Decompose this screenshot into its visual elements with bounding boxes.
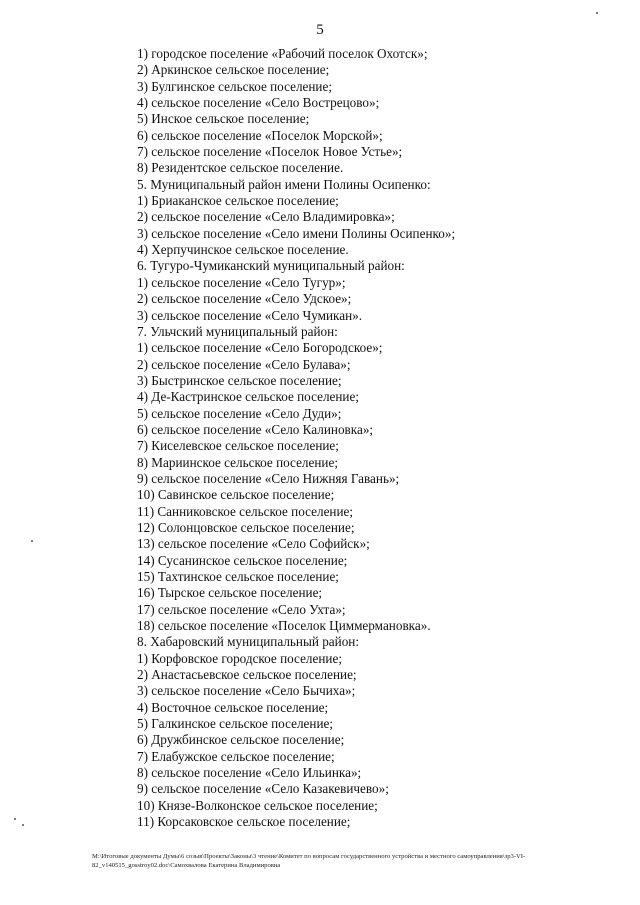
list-line: 6) Дружбинское сельское поселение; xyxy=(137,732,345,748)
list-line: 10) Савинское сельское поселение; xyxy=(137,487,335,503)
scan-speck xyxy=(14,818,16,820)
list-line: 2) Аркинское сельское поселение; xyxy=(137,62,330,78)
list-line: 4) Херпучинское сельское поселение. xyxy=(137,242,349,258)
list-line: 2) Анастасьевское сельское поселение; xyxy=(137,667,357,683)
list-line: 8) Резидентское сельское поселение. xyxy=(137,160,344,176)
list-line: 6) сельское поселение «Село Калиновка»; xyxy=(137,421,374,437)
list-line: 2) сельское поселение «Село Булава»; xyxy=(137,356,351,372)
list-line: 4) сельское поселение «Село Вострецово»; xyxy=(137,95,380,111)
page-number: 5 xyxy=(316,22,324,38)
list-line: 3) Быстринское сельское поселение; xyxy=(137,372,342,388)
list-line: 14) Сусанинское сельское поселение; xyxy=(137,552,348,568)
list-line: 13) сельское поселение «Село Софийск»; xyxy=(137,536,370,552)
list-line: 9) сельское поселение «Село Нижняя Гавань»; xyxy=(137,470,400,486)
list-line: 7) Елабужское сельское поселение; xyxy=(137,748,335,764)
list-line: 11) Санниковское сельское поселение; xyxy=(137,503,354,519)
list-line: 9) сельское поселение «Село Казакевичево»; xyxy=(137,781,389,797)
list-line: 3) сельское поселение «Село Бычиха»; xyxy=(137,683,356,699)
list-line: 18) сельское поселение «Поселок Циммермановка». xyxy=(137,618,431,634)
footer-file-path xyxy=(92,852,622,870)
footer-line-1: M:\Итоговые документы Думы\6 созыв\Проекты\Законы\3 чтение\Комитет по вопросам государственного устройства и местного самоуправления\зр3-VI- xyxy=(92,853,526,860)
list-line: 1) Корфовское городское поселение; xyxy=(137,650,342,666)
list-line: 5. Муниципальный район имени Полины Осипенко: xyxy=(137,176,431,192)
list-line: 5) Инское сельское поселение; xyxy=(137,111,310,127)
list-line: 5) Галкинское сельское поселение; xyxy=(137,716,334,732)
list-line: 4) Де-Кастринское сельское поселение; xyxy=(137,389,360,405)
list-line: 7) сельское поселение «Поселок Новое Устье»; xyxy=(137,144,403,160)
list-line: 8. Хабаровский муниципальный район: xyxy=(137,634,360,650)
list-line: 2) сельское поселение «Село Удское»; xyxy=(137,291,352,307)
list-line: 10) Князе-Волконское сельское поселение; xyxy=(137,797,378,813)
list-line: 15) Тахтинское сельское поселение; xyxy=(137,569,339,584)
list-line: 4) Восточное сельское поселение; xyxy=(137,699,329,715)
list-line: 1) городское поселение «Рабочий поселок Охотск»; xyxy=(137,46,428,61)
municipal-list xyxy=(137,46,455,831)
list-line: 5) сельское поселение «Село Дуди»; xyxy=(137,405,342,421)
list-line: 1) сельское поселение «Село Тугур»; xyxy=(137,274,346,290)
list-line: 11) Корсаковское сельское поселение; xyxy=(137,814,351,830)
footer-line-2: 82_v140515_gosstroy02.doc\Самохвалова Екатерина Владимировна xyxy=(92,862,281,869)
list-line: 12) Солонцовское сельское поселение; xyxy=(137,519,355,535)
list-line: 7) Киселевское сельское поселение; xyxy=(137,438,339,454)
list-line: 1) сельское поселение «Село Богородское»; xyxy=(137,340,383,356)
scan-speck xyxy=(22,824,24,826)
list-line: 8) сельское поселение «Село Ильинка»; xyxy=(137,765,362,781)
list-line: 3) сельское поселение «Село имени Полины Осипенко»; xyxy=(137,225,456,241)
list-line: 3) сельское поселение «Село Чумикан». xyxy=(137,307,363,323)
list-line: 7. Ульчский муниципальный район: xyxy=(137,323,338,339)
list-line: 8) Мариинское сельское поселение; xyxy=(137,454,338,470)
list-line: 6. Тугуро-Чумиканский муниципальный район: xyxy=(137,258,405,274)
list-line: 2) сельское поселение «Село Владимировка»; xyxy=(137,209,395,225)
list-line: 16) Тырское сельское поселение; xyxy=(137,585,323,601)
list-line: 3) Булгинское сельское поселение; xyxy=(137,78,333,94)
list-line: 6) сельское поселение «Поселок Морской»; xyxy=(137,127,383,143)
scan-speck xyxy=(31,540,33,542)
scan-speck xyxy=(596,12,598,14)
list-line: 1) Бриаканское сельское поселение; xyxy=(137,193,339,209)
list-line: 17) сельское поселение «Село Ухта»; xyxy=(137,601,346,617)
